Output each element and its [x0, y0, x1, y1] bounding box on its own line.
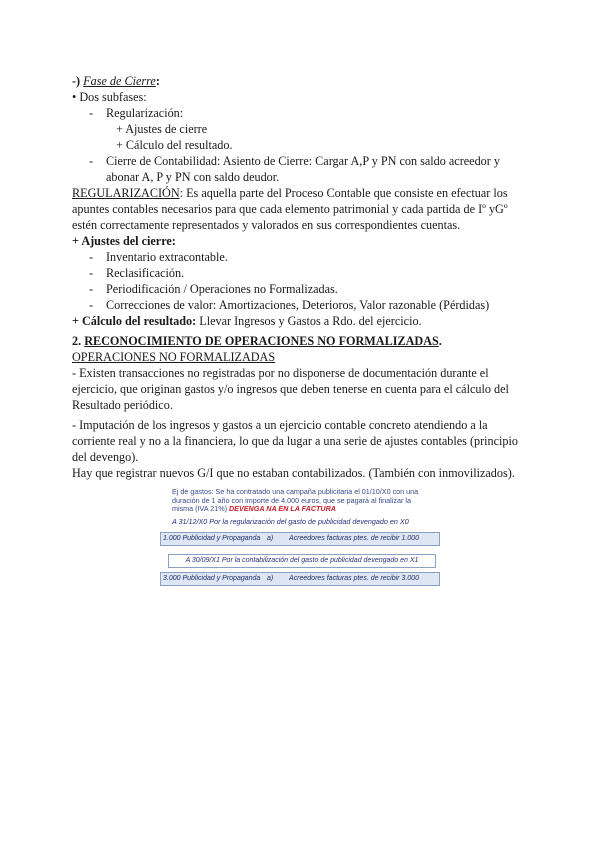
ajustes-item — [72, 298, 528, 314]
entry-1-credit: Acreedores facturas ptes. de recibir 1.000 — [289, 535, 419, 542]
dash-marker: - — [89, 106, 94, 120]
para2-line-3: del devengo). — [72, 450, 139, 464]
calculo-bold: + Cálculo del resultado: — [72, 314, 197, 328]
ajustes-item-label: Periodificación / Operaciones no Formalizadas. — [106, 282, 338, 296]
entry-1-a: a) — [267, 535, 274, 542]
dash-marker: - — [89, 298, 94, 312]
entry-1-title: A 31/12/X0 Por la regularización del gasto de publicidad devengado en X0 — [172, 517, 409, 526]
example-line-2: duración de 1 año con importe de 4.000 euros, que se pagará al finalizar la — [172, 495, 411, 505]
cierre-item — [72, 154, 528, 170]
para1-line-3: Resultado periódico. — [72, 398, 173, 412]
phase-prefix: -) — [72, 74, 84, 88]
reg-term: REGULARIZACIÓN — [72, 186, 180, 200]
reg-definition-3: estén correctamente representados y valorados en sus correspondientes cuentas. — [72, 218, 461, 232]
cierre-line-2: abonar A, P y PN con saldo deudor. — [106, 170, 280, 184]
regularizacion-item — [72, 106, 528, 122]
devenga-label: DEVENGA NA EN LA FACTURA — [228, 504, 336, 514]
dash-marker: - — [89, 250, 94, 264]
section-heading — [72, 334, 528, 350]
reg-definition-2: apuntes contables necesarios para que cada elemento patrimonial y cada partida de Iº yGº — [72, 202, 508, 216]
entry-1-row — [160, 532, 440, 546]
phase-colon: : — [155, 74, 160, 88]
entry-1-debit: 1.000 Publicidad y Propaganda — [163, 535, 261, 542]
ajustes-subitem: + Ajustes de cierre — [116, 122, 208, 136]
para1-line-1: - Existen transacciones no registradas por no disponerse de documentación durante el — [72, 366, 489, 380]
dash-marker: - — [89, 154, 94, 168]
phase-heading — [72, 74, 528, 90]
phase-title: Fase de Cierre — [83, 74, 156, 88]
dash-marker: - — [89, 266, 94, 280]
example-line-3-text: misma (IVA 21%) — [172, 504, 227, 514]
entry-2-row — [160, 572, 440, 586]
calculo-subitem: + Cálculo del resultado. — [116, 138, 233, 152]
para2-line-2: corriente real y no a la financiera, lo que da lugar a una serie de ajustes contables (principio — [72, 434, 519, 448]
dash-marker: - — [89, 282, 94, 296]
ajustes-item — [72, 266, 528, 282]
section-dot: . — [438, 334, 442, 348]
para2-line-1: - Imputación de los ingresos y gastos a un ejercicio contable concreto atendiendo a la — [72, 418, 488, 432]
subphases-bullet: • Dos subfases: — [72, 90, 147, 104]
example-line-3 — [172, 505, 434, 514]
regularizacion-label: Regularización: — [106, 106, 184, 120]
section-title: RECONOCIMIENTO DE OPERACIONES NO FORMALIZADAS — [84, 334, 439, 348]
entry-2-a: a) — [267, 575, 274, 582]
ajustes-item-label: Reclasificación. — [106, 266, 185, 280]
entry-2-title: A 30/09/X1 Por la contabilización del gasto de publicidad devengado en X1 — [168, 554, 436, 568]
ajustes-item — [72, 282, 528, 298]
ajustes-header: + Ajustes del cierre: — [72, 234, 176, 248]
section-number: 2. — [72, 334, 85, 348]
para1-line-2: ejercicio, que originan gastos y/o ingresos que deben tenerse en cuenta para el cálculo del — [72, 382, 509, 396]
document-body — [72, 74, 528, 482]
calculo-line — [72, 314, 528, 334]
reg-definition-1 — [72, 186, 528, 202]
example-line-1: Ej de gastos: Se ha contratado una campaña publicitaria el 01/10/X0 con una — [172, 487, 419, 496]
ajustes-item-label: Inventario extracontable. — [106, 250, 228, 264]
entry-2-debit: 3.000 Publicidad y Propaganda — [163, 575, 261, 582]
accounting-example-figure — [160, 488, 440, 586]
entry-2-credit: Acreedores facturas ptes. de recibir 3.000 — [289, 575, 419, 582]
ajustes-item — [72, 250, 528, 266]
para3: Hay que registrar nuevos G/I que no estaban contabilizados. (También con inmovilizados). — [72, 466, 515, 480]
cierre-line-1: Cierre de Contabilidad: Asiento de Cierre: Cargar A,P y PN con saldo acreedor y — [106, 154, 500, 168]
ajustes-item-label: Correcciones de valor: Amortizaciones, Deterioros, Valor razonable (Pérdidas) — [106, 298, 490, 312]
example-text — [172, 488, 434, 514]
subsection-title: OPERACIONES NO FORMALIZADAS — [72, 350, 276, 364]
calculo-rest: Llevar Ingresos y Gastos a Rdo. del ejercicio. — [196, 314, 422, 328]
reg-def-text: : Es aquella parte del Proceso Contable que consiste en efectuar los — [179, 186, 508, 200]
